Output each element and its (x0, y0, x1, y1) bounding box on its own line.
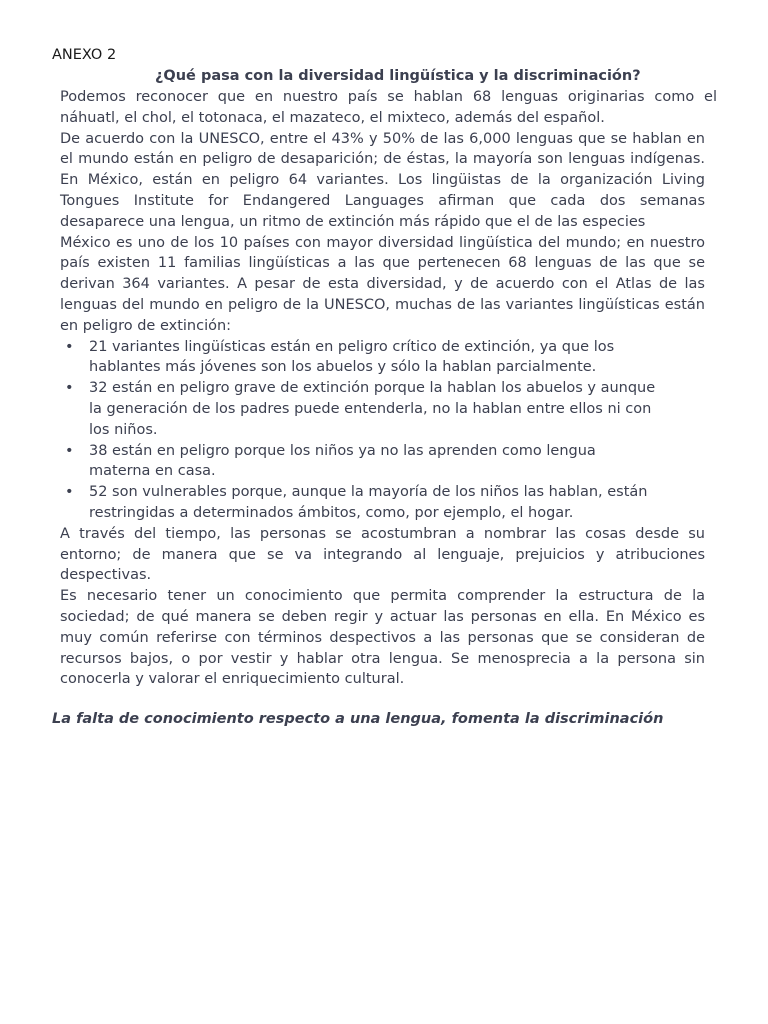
extinction-list (60, 337, 705, 524)
list-item (60, 441, 659, 483)
outro-paragraph-2: Es necesario tener un conocimiento que permita comprender la estructura de la sociedad; de qué manera se deben regir y actuar las personas en ella. En México es muy común referirse con términos despectivos a las personas que se consideran de recursos bajos, o por vestir y hablar otra lengua. Se menosprecia a la persona sin conocerla y valorar el enriquecimiento cultural. (60, 588, 705, 688)
list-item (60, 482, 659, 524)
list-item-text: 52 son vulnerables porque, aunque la mayoría de los niños las hablan, están restringidas a determinados ámbitos, como, por ejemplo, el hogar. (89, 484, 648, 521)
intro-paragraph-2: De acuerdo con la UNESCO, entre el 43% y 50% de las 6,000 lenguas que se hablan en el mundo están en peligro de desaparición; de éstas, la mayoría son lenguas indígenas. En México, están en peligro 64 variantes. Los lingüistas de la organización Living Tongues Institute for Endangered Languages afirman que cada dos semanas desaparece una lengua, un ritmo de extinción más rápido que el de las especies (60, 130, 705, 230)
bullet-icon: • (65, 380, 74, 397)
bullet-icon: • (65, 442, 74, 459)
list-item (60, 378, 659, 440)
bullet-icon: • (65, 484, 74, 501)
annex-label: ANEXO 2 (52, 47, 117, 63)
intro-paragraph-1: Podemos reconocer que en nuestro país se hablan 68 lenguas originarias como el náhuatl, el chol, el totonaca, el mazateco, el mixteco, además del español. (60, 89, 717, 126)
bullet-icon: • (65, 338, 74, 355)
document-title: ¿Qué pasa con la diversidad lingüística y la discriminación? (155, 68, 641, 84)
list-item-text: 21 variantes lingüísticas están en peligro crítico de extinción, ya que los hablantes más jóvenes son los abuelos y sólo la hablan parcialmente. (89, 338, 615, 376)
list-item-text: 38 están en peligro porque los niños ya no las aprenden como lengua materna en casa. (89, 442, 596, 480)
list-item-text: 32 están en peligro grave de extinción porque la hablan los abuelos y aunque la generación de los padres puede entenderla, no la hablan entre ellos ni con los niños. (89, 380, 656, 438)
list-item (60, 337, 659, 379)
document-body (60, 87, 717, 690)
outro-paragraph-1: A través del tiempo, las personas se acostumbran a nombrar las cosas desde su entorno; de manera que se va integrando al lenguaje, prejuicios y atribuciones despectivas. (60, 525, 705, 584)
intro-paragraph-3: México es uno de los 10 países con mayor diversidad lingüística del mundo; en nuestro país existen 11 familias lingüísticas a las que pertenecen 68 lenguas de las que se derivan 364 variantes. A pesar de esta diversidad, y de acuerdo con el Atlas de las lenguas del mundo en peligro de la UNESCO, muchas de las variantes lingüísticas están en peligro de extinción: (60, 234, 705, 334)
closing-statement: La falta de conocimiento respecto a una lengua, fomenta la discriminación (52, 711, 664, 727)
